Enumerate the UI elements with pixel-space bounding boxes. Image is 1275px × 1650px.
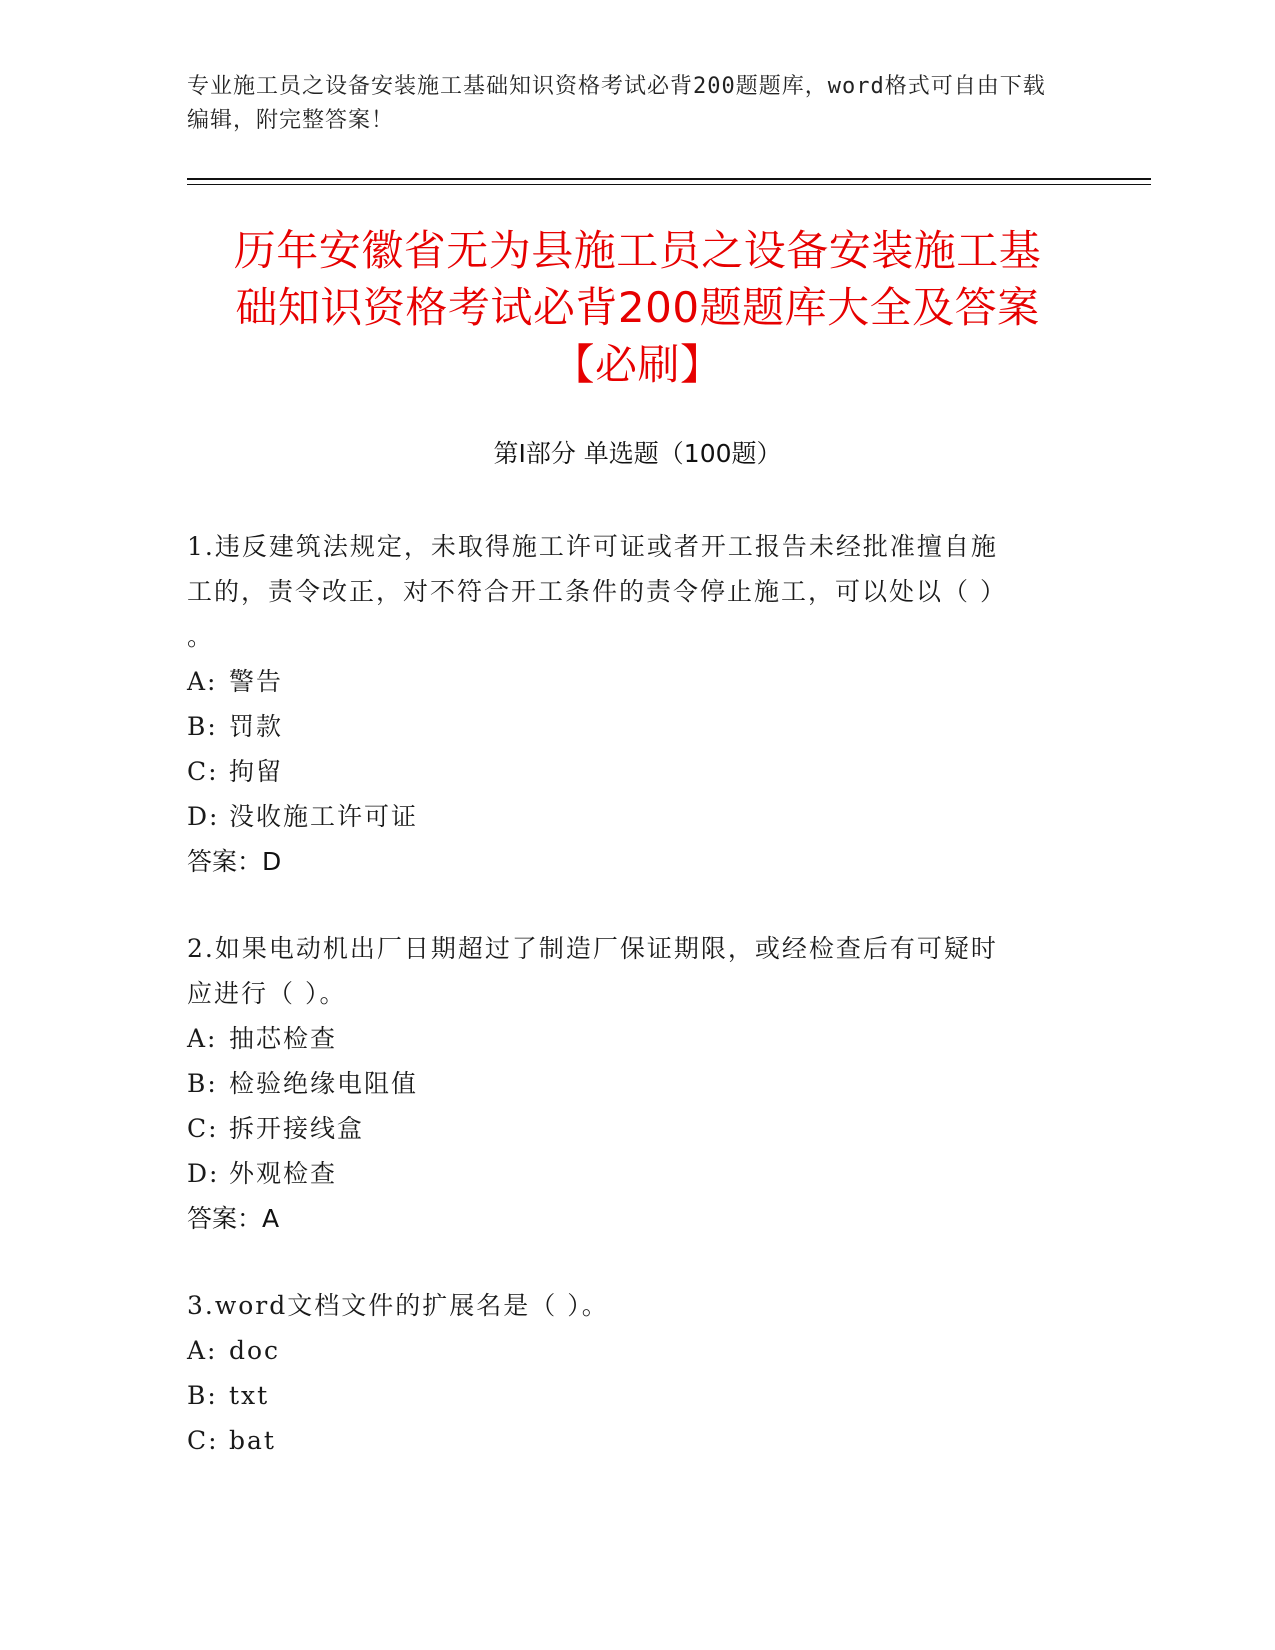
option-a bbox=[187, 1328, 1067, 1373]
title-line: 础知识资格考试必背200题题库大全及答案 bbox=[235, 283, 1040, 332]
option-key: D: bbox=[187, 1159, 220, 1188]
option-key: B: bbox=[187, 1069, 218, 1098]
question-stem: 3.word文档文件的扩展名是（ ）。 bbox=[187, 1291, 609, 1320]
option-text: 警告 bbox=[229, 667, 284, 696]
option-text: 罚款 bbox=[229, 712, 284, 741]
option-text: txt bbox=[229, 1381, 270, 1410]
document-title bbox=[150, 222, 1125, 393]
question-list bbox=[187, 524, 1067, 1505]
question-stem: 。 bbox=[187, 622, 215, 651]
option-text: 拘留 bbox=[229, 757, 284, 786]
option-key: C: bbox=[187, 1426, 219, 1455]
option-key: B: bbox=[187, 1381, 218, 1410]
section-heading: 第Ⅰ部分 单选题（100题） bbox=[493, 439, 782, 468]
question-stem: 工的，责令改正，对不符合开工条件的责令停止施工，可以处以（ ） bbox=[187, 577, 1007, 606]
option-c bbox=[187, 1418, 1067, 1463]
option-text: 没收施工许可证 bbox=[229, 802, 419, 831]
question-1 bbox=[187, 524, 1067, 884]
option-a bbox=[187, 1016, 1067, 1061]
option-d bbox=[187, 794, 1067, 839]
option-text: 外观检查 bbox=[229, 1159, 338, 1188]
option-key: C: bbox=[187, 1114, 219, 1143]
option-text: 抽芯检查 bbox=[229, 1024, 338, 1053]
header-divider-thick bbox=[187, 178, 1151, 180]
question-stem: 应进行（ ）。 bbox=[187, 979, 347, 1008]
question-2 bbox=[187, 926, 1067, 1241]
header-note: 专业施工员之设备安装施工基础知识资格考试必背200题题库，word格式可自由下载编辑，附完整答案！ bbox=[187, 74, 1046, 133]
option-text: 拆开接线盒 bbox=[229, 1114, 365, 1143]
option-key: A: bbox=[187, 1336, 218, 1365]
question-stem: 2.如果电动机出厂日期超过了制造厂保证期限，或经检查后有可疑时 bbox=[187, 934, 998, 963]
question-stem: 1.违反建筑法规定，未取得施工许可证或者开工报告未经批准擅自施 bbox=[187, 532, 998, 561]
option-key: D: bbox=[187, 802, 220, 831]
option-key: A: bbox=[187, 667, 218, 696]
option-d bbox=[187, 1151, 1067, 1196]
option-key: A: bbox=[187, 1024, 218, 1053]
option-text: 检验绝缘电阻值 bbox=[229, 1069, 419, 1098]
option-b bbox=[187, 704, 1067, 749]
option-a bbox=[187, 659, 1067, 704]
header-divider-thin bbox=[187, 184, 1151, 185]
option-text: bat bbox=[229, 1426, 276, 1455]
answer-line: 答案：D bbox=[187, 847, 282, 876]
question-3 bbox=[187, 1283, 1067, 1463]
title-line: 历年安徽省无为县施工员之设备安装施工基 bbox=[233, 226, 1042, 275]
option-key: B: bbox=[187, 712, 218, 741]
option-key: C: bbox=[187, 757, 219, 786]
option-b bbox=[187, 1373, 1067, 1418]
answer-line: 答案：A bbox=[187, 1204, 280, 1233]
option-b bbox=[187, 1061, 1067, 1106]
option-c bbox=[187, 1106, 1067, 1151]
option-text: doc bbox=[229, 1336, 281, 1365]
option-c bbox=[187, 749, 1067, 794]
title-line: 【必刷】 bbox=[552, 340, 723, 389]
